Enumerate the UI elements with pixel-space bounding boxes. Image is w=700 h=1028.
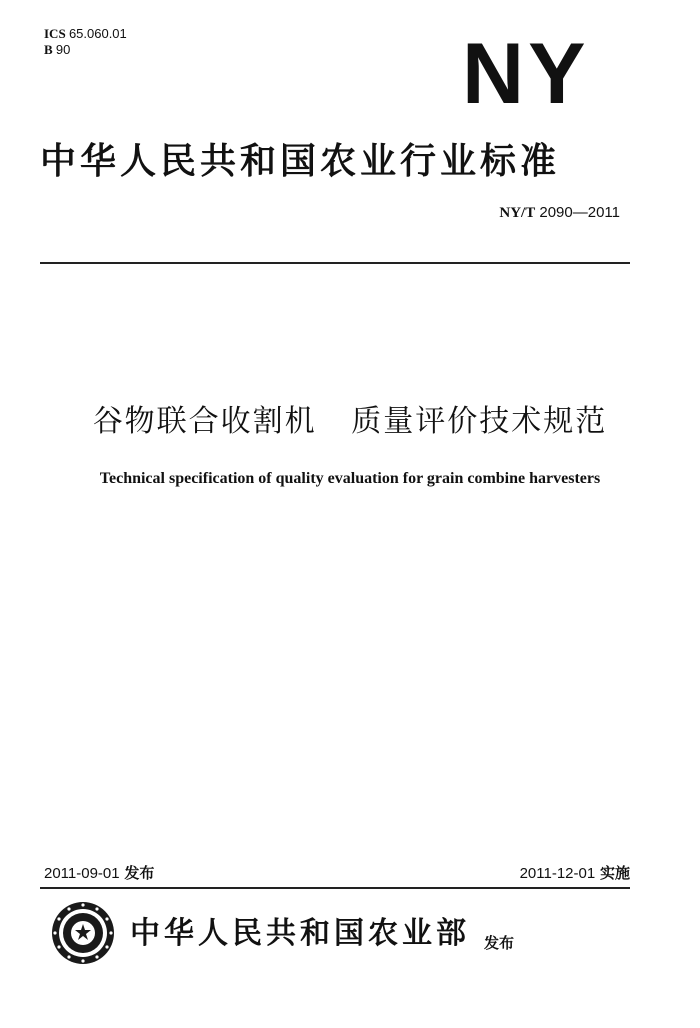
issue-date-block xyxy=(44,862,154,883)
ics-label: ICS xyxy=(44,26,66,41)
class-line xyxy=(44,42,127,58)
publisher-name: 中华人民共和国农业部 xyxy=(130,916,470,951)
standard-category-name: 中华人民共和国农业行业标准 xyxy=(40,141,561,182)
class-code: 90 xyxy=(55,42,71,57)
top-divider xyxy=(40,262,630,264)
ics-block xyxy=(44,26,127,58)
standard-code xyxy=(400,204,620,222)
title-chinese: 谷物联合收割机 质量评价技术规范 xyxy=(92,404,608,439)
title-english: Technical specification of quality evaluation for grain combine harvesters xyxy=(99,470,601,487)
ny-logo: NY xyxy=(462,26,590,122)
effective-date-block xyxy=(440,862,630,883)
issue-date: 2011-09-01 xyxy=(44,865,120,882)
ics-line xyxy=(44,26,127,42)
ministry-seal-icon xyxy=(50,900,116,966)
effective-label: 实施 xyxy=(599,864,630,882)
issue-label: 发布 xyxy=(124,864,155,882)
ics-code: 65.060.01 xyxy=(68,26,127,41)
standard-code-prefix: NY/T xyxy=(499,205,536,221)
bottom-divider xyxy=(40,887,630,889)
publish-label: 发布 xyxy=(484,934,515,952)
effective-date: 2011-12-01 xyxy=(519,865,596,882)
class-label: B xyxy=(44,42,53,57)
standard-code-number: 2090—2011 xyxy=(539,204,620,221)
